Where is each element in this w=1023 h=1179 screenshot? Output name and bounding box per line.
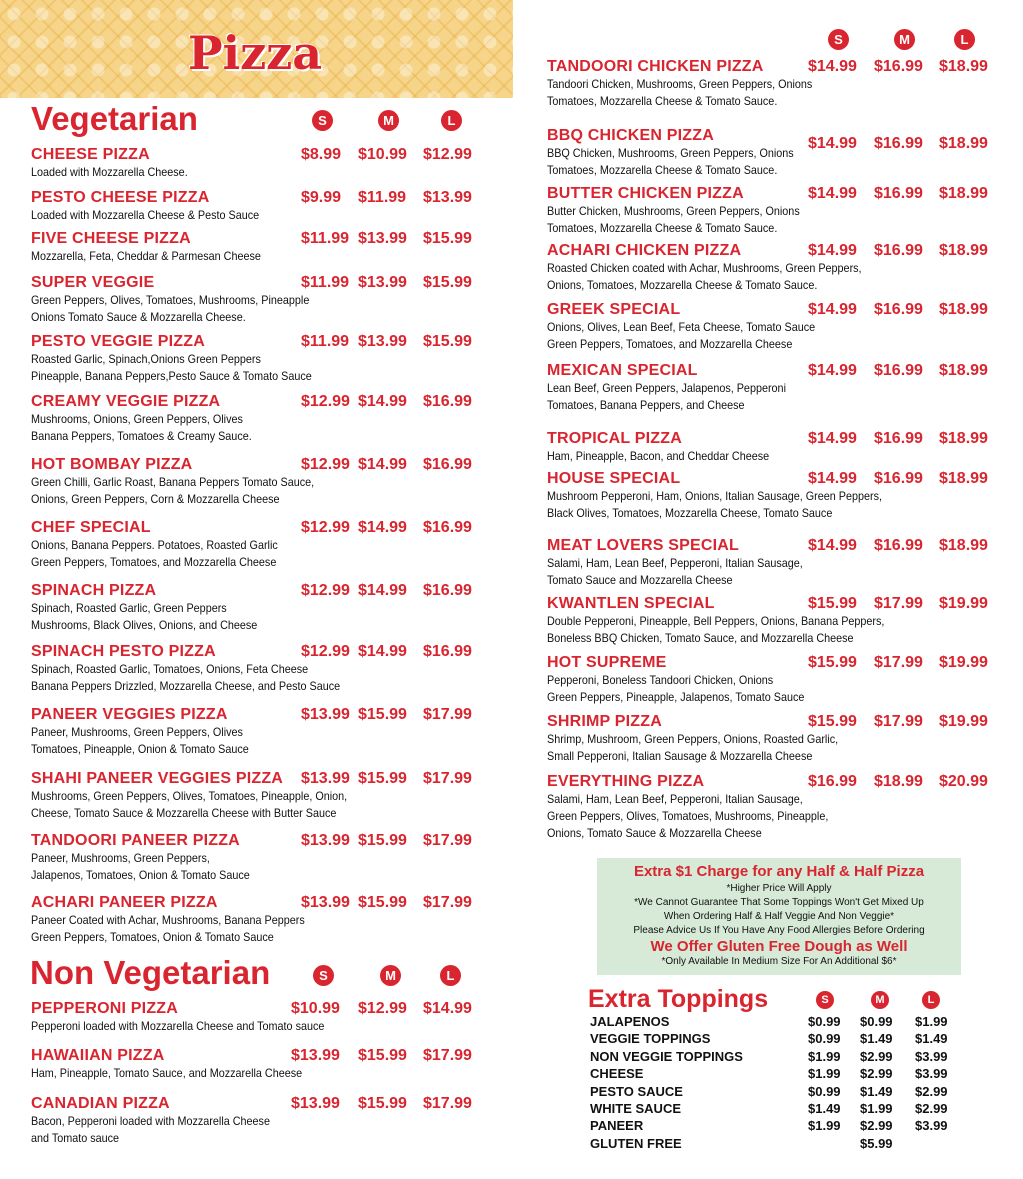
item-description: Salami, Ham, Lean Beef, Pepperoni, Italian Sausage, [547, 556, 803, 570]
price-l: $14.99 [423, 1000, 472, 1017]
price-m: $17.99 [874, 595, 923, 612]
price-m: $16.99 [874, 135, 923, 152]
item-description: Mushroom Pepperoni, Ham, Onions, Italian Sausage, Green Peppers, [547, 489, 882, 503]
price-l: $15.99 [423, 274, 472, 291]
gluten-free-note: *Only Available In Medium Size For An Additional $6* [661, 956, 897, 967]
size-badge-s: S [312, 110, 333, 131]
topping-price-l: $1.49 [915, 1031, 948, 1047]
size-badge-l: L [922, 991, 940, 1009]
topping-price-l: $3.99 [915, 1066, 948, 1082]
price-s: $12.99 [301, 393, 350, 410]
topping-price-m: $5.99 [860, 1135, 893, 1151]
item-description: Banana Peppers Drizzled, Mozzarella Cheese, and Pesto Sauce [31, 679, 341, 693]
price-s: $14.99 [808, 362, 857, 379]
topping-name: PESTO SAUCE [590, 1083, 683, 1099]
item-name: SHAHI PANEER VEGGIES PIZZA [31, 770, 284, 787]
price-m: $16.99 [874, 362, 923, 379]
size-badge-l: L [441, 110, 462, 131]
price-m: $16.99 [874, 301, 923, 318]
item-description: BBQ Chicken, Mushrooms, Green Peppers, Onions [547, 146, 794, 160]
item-name: HOUSE SPECIAL [547, 470, 681, 487]
price-l: $18.99 [939, 537, 988, 554]
item-description: Small Pepperoni, Italian Sausage & Mozzarella Cheese [547, 749, 813, 763]
price-l: $15.99 [423, 230, 472, 247]
size-badge-m: M [380, 965, 401, 986]
item-description: Roasted Chicken coated with Achar, Mushrooms, Green Peppers, [547, 261, 862, 275]
price-s: $13.99 [301, 706, 350, 723]
notice-line: When Ordering Half & Half Veggie And Non Veggie* [663, 911, 895, 922]
item-description: Shrimp, Mushroom, Green Peppers, Onions, Roasted Garlic, [547, 732, 839, 746]
item-description: Green Chilli, Garlic Roast, Banana Peppers Tomato Sauce, [31, 475, 315, 489]
item-name: SPINACH PIZZA [31, 582, 157, 599]
item-description: Tomatoes, Mozzarella Cheese & Tomato Sauce. [547, 94, 778, 108]
price-l: $16.99 [423, 643, 472, 660]
topping-price-m: $2.99 [860, 1048, 893, 1064]
price-l: $16.99 [423, 393, 472, 410]
price-l: $17.99 [423, 706, 472, 723]
item-description: Pepperoni loaded with Mozzarella Cheese and Tomato sauce [31, 1019, 325, 1033]
price-s: $14.99 [808, 470, 857, 487]
price-s: $11.99 [301, 274, 350, 291]
item-name: EVERYTHING PIZZA [547, 773, 705, 790]
topping-price-l: $2.99 [915, 1083, 948, 1099]
item-description: Green Peppers, Olives, Tomatoes, Mushrooms, Pineapple [31, 293, 310, 307]
item-name: CHEESE PIZZA [31, 146, 150, 163]
price-s: $12.99 [301, 456, 350, 473]
item-name: PANEER VEGGIES PIZZA [31, 706, 228, 723]
price-s: $14.99 [808, 185, 857, 202]
item-description: Mushrooms, Black Olives, Onions, and Cheese [31, 618, 258, 632]
price-s: $11.99 [301, 230, 350, 247]
item-description: Paneer, Mushrooms, Green Peppers, Olives [31, 725, 243, 739]
item-description: and Tomato sauce [31, 1131, 120, 1145]
price-l: $18.99 [939, 430, 988, 447]
item-description: Salami, Ham, Lean Beef, Pepperoni, Italian Sausage, [547, 792, 803, 806]
topping-price-m: $1.49 [860, 1031, 893, 1047]
item-description: Tomato Sauce and Mozzarella Cheese [547, 573, 733, 587]
item-name: CREAMY VEGGIE PIZZA [31, 393, 221, 410]
item-description: Tomatoes, Mozzarella Cheese & Tomato Sauce. [547, 163, 778, 177]
price-l: $16.99 [423, 582, 472, 599]
price-m: $16.99 [874, 537, 923, 554]
price-l: $18.99 [939, 362, 988, 379]
price-m: $11.99 [358, 189, 407, 206]
page-title: Pizza [188, 26, 323, 80]
item-description: Ham, Pineapple, Tomato Sauce, and Mozzarella Cheese [31, 1066, 303, 1080]
price-m: $17.99 [874, 654, 923, 671]
price-s: $8.99 [301, 146, 342, 163]
price-m: $15.99 [358, 832, 407, 849]
item-description: Mushrooms, Green Peppers, Olives, Tomatoes, Pineapple, Onion, [31, 789, 348, 803]
item-description: Onions, Green Peppers, Corn & Mozzarella Cheese [31, 492, 280, 506]
price-m: $16.99 [874, 58, 923, 75]
item-description: Tomatoes, Pineapple, Onion & Tomato Sauce [31, 742, 249, 756]
topping-price-s: $1.99 [808, 1066, 841, 1082]
topping-price-m: $1.49 [860, 1083, 893, 1099]
item-name: BBQ CHICKEN PIZZA [547, 127, 714, 144]
topping-price-s: $1.99 [808, 1118, 841, 1134]
item-name: HOT BOMBAY PIZZA [31, 456, 193, 473]
item-name: HAWAIIAN PIZZA [31, 1047, 165, 1064]
price-l: $18.99 [939, 242, 988, 259]
notice-line: *We Cannot Guarantee That Some Toppings Won't Get Mixed Up [634, 897, 924, 908]
price-s: $14.99 [808, 301, 857, 318]
price-m: $15.99 [358, 894, 407, 911]
item-name: SPINACH PESTO PIZZA [31, 643, 216, 660]
price-l: $17.99 [423, 770, 472, 787]
item-description: Paneer, Mushrooms, Green Peppers, [31, 851, 210, 865]
size-badge-s: S [816, 991, 834, 1009]
item-name: TROPICAL PIZZA [547, 430, 682, 447]
item-name: ACHARI PANEER PIZZA [31, 894, 218, 911]
item-description: Tomatoes, Mozzarella Cheese & Tomato Sauce. [547, 221, 778, 235]
price-m: $10.99 [358, 146, 407, 163]
half-half-notice [597, 858, 961, 975]
price-m: $14.99 [358, 582, 407, 599]
size-badge-l: L [440, 965, 461, 986]
topping-price-l: $2.99 [915, 1101, 948, 1116]
notice-headline: Extra $1 Charge for any Half & Half Pizza [633, 863, 925, 880]
price-m: $14.99 [358, 456, 407, 473]
item-description: Green Peppers, Pineapple, Jalapenos, Tomato Sauce [547, 690, 805, 704]
price-l: $18.99 [939, 58, 988, 75]
price-l: $17.99 [423, 832, 472, 849]
item-description: Spinach, Roasted Garlic, Tomatoes, Onions, Feta Cheese [31, 662, 309, 676]
item-description: Loaded with Mozzarella Cheese. [31, 165, 188, 179]
notice-line: *Higher Price Will Apply [726, 883, 832, 894]
item-description: Onions, Tomatoes, Mozzarella Cheese & Tomato Sauce. [547, 278, 818, 292]
price-s: $10.99 [291, 1000, 340, 1017]
price-l: $13.99 [423, 189, 472, 206]
topping-price-l: $3.99 [915, 1048, 948, 1064]
extra-toppings-heading: Extra Toppings [588, 985, 769, 1013]
price-m: $15.99 [358, 1047, 407, 1064]
price-m: $13.99 [358, 230, 407, 247]
item-description: Green Peppers, Olives, Tomatoes, Mushrooms, Pineapple, [547, 809, 829, 823]
topping-price-m: $2.99 [860, 1118, 893, 1134]
item-description: Boneless BBQ Chicken, Tomato Sauce, and Mozzarella Cheese [547, 631, 854, 645]
item-name: TANDOORI PANEER PIZZA [31, 832, 240, 849]
price-s: $13.99 [301, 894, 350, 911]
item-description: Green Peppers, Tomatoes, and Mozzarella Cheese [31, 555, 277, 569]
item-name: GREEK SPECIAL [547, 301, 681, 318]
topping-price-s: $1.99 [808, 1048, 841, 1064]
price-s: $15.99 [808, 713, 857, 730]
item-description: Jalapenos, Tomatoes, Onion & Tomato Sauce [31, 868, 250, 882]
item-name: HOT SUPREME [547, 654, 667, 671]
price-l: $18.99 [939, 135, 988, 152]
size-badge-l: L [954, 29, 975, 50]
topping-name: NON VEGGIE TOPPINGS [590, 1048, 743, 1064]
price-m: $17.99 [874, 713, 923, 730]
price-l: $19.99 [939, 654, 988, 671]
item-description: Mozzarella, Feta, Cheddar & Parmesan Cheese [31, 249, 261, 263]
price-s: $14.99 [808, 537, 857, 554]
item-description: Roasted Garlic, Spinach,Onions Green Peppers [31, 352, 261, 366]
item-name: PEPPERONI PIZZA [31, 1000, 179, 1017]
non-vegetarian-heading: Non Vegetarian [30, 954, 271, 991]
item-name: KWANTLEN SPECIAL [547, 595, 715, 612]
item-name: SHRIMP PIZZA [547, 713, 663, 730]
item-description: Tandoori Chicken, Mushrooms, Green Peppers, Onions [547, 77, 813, 91]
item-name: SUPER VEGGIE [31, 274, 155, 291]
price-s: $14.99 [808, 135, 857, 152]
price-m: $16.99 [874, 242, 923, 259]
topping-name: WHITE SAUCE [590, 1101, 681, 1116]
item-name: MEAT LOVERS SPECIAL [547, 537, 739, 554]
item-description: Black Olives, Tomatoes, Mozzarella Cheese, Tomato Sauce [547, 506, 833, 520]
topping-name: CHEESE [590, 1066, 644, 1082]
price-s: $13.99 [291, 1047, 340, 1064]
item-description: Ham, Pineapple, Bacon, and Cheddar Cheese [547, 449, 770, 463]
item-description: Loaded with Mozzarella Cheese & Pesto Sauce [31, 208, 260, 222]
item-description: Mushrooms, Onions, Green Peppers, Olives [31, 412, 243, 426]
price-l: $19.99 [939, 713, 988, 730]
price-s: $14.99 [808, 242, 857, 259]
item-name: PESTO CHEESE PIZZA [31, 189, 210, 206]
item-description: Double Pepperoni, Pineapple, Bell Peppers, Onions, Banana Peppers, [547, 614, 885, 628]
item-description: Lean Beef, Green Peppers, Jalapenos, Pepperoni [547, 381, 786, 395]
vegetarian-heading: Vegetarian [31, 100, 198, 137]
price-s: $11.99 [301, 333, 350, 350]
price-s: $15.99 [808, 654, 857, 671]
price-m: $13.99 [358, 333, 407, 350]
item-description: Spinach, Roasted Garlic, Green Peppers [31, 601, 227, 615]
topping-price-s: $0.99 [808, 1083, 841, 1099]
topping-price-l: $1.99 [915, 1014, 948, 1029]
price-l: $16.99 [423, 456, 472, 473]
price-m: $12.99 [358, 1000, 407, 1017]
topping-price-s: $1.49 [808, 1101, 841, 1116]
topping-price-m: $0.99 [860, 1014, 893, 1029]
price-s: $12.99 [301, 519, 350, 536]
price-m: $14.99 [358, 643, 407, 660]
size-badge-m: M [378, 110, 399, 131]
notice-line: Please Advice Us If You Have Any Food Allergies Before Ordering [633, 925, 925, 936]
item-description: Onions, Banana Peppers. Potatoes, Roasted Garlic [31, 538, 278, 552]
item-description: Onions, Olives, Lean Beef, Feta Cheese, Tomato Sauce [547, 320, 816, 334]
size-badge-m: M [894, 29, 915, 50]
item-description: Banana Peppers, Tomatoes & Creamy Sauce. [31, 429, 252, 443]
price-s: $13.99 [291, 1095, 340, 1112]
item-name: BUTTER CHICKEN PIZZA [547, 185, 744, 202]
item-description: Paneer Coated with Achar, Mushrooms, Banana Peppers [31, 913, 305, 927]
item-description: Butter Chicken, Mushrooms, Green Peppers, Onions [547, 204, 800, 218]
price-l: $17.99 [423, 1047, 472, 1064]
item-description: Pineapple, Banana Peppers,Pesto Sauce & Tomato Sauce [31, 369, 312, 383]
topping-price-s: $0.99 [808, 1031, 841, 1047]
price-s: $12.99 [301, 582, 350, 599]
price-s: $13.99 [301, 832, 350, 849]
price-l: $16.99 [423, 519, 472, 536]
price-s: $9.99 [301, 189, 342, 206]
item-name: PESTO VEGGIE PIZZA [31, 333, 206, 350]
gluten-free-headline: We Offer Gluten Free Dough as Well [650, 938, 908, 955]
price-m: $15.99 [358, 1095, 407, 1112]
price-m: $13.99 [358, 274, 407, 291]
item-name: CANADIAN PIZZA [31, 1095, 170, 1112]
item-name: MEXICAN SPECIAL [547, 362, 698, 379]
price-l: $18.99 [939, 301, 988, 318]
item-name: TANDOORI CHICKEN PIZZA [547, 58, 764, 75]
price-s: $12.99 [301, 643, 350, 660]
price-l: $18.99 [939, 470, 988, 487]
item-name: CHEF SPECIAL [31, 519, 151, 536]
price-l: $17.99 [423, 894, 472, 911]
price-m: $15.99 [358, 706, 407, 723]
price-l: $18.99 [939, 185, 988, 202]
price-m: $15.99 [358, 770, 407, 787]
price-m: $14.99 [358, 519, 407, 536]
price-l: $17.99 [423, 1095, 472, 1112]
item-description: Bacon, Pepperoni loaded with Mozzarella Cheese [31, 1114, 270, 1128]
price-s: $16.99 [808, 773, 857, 790]
price-l: $20.99 [939, 773, 988, 790]
topping-name: VEGGIE TOPPINGS [590, 1031, 711, 1047]
topping-price-l: $3.99 [915, 1118, 948, 1134]
item-name: FIVE CHEESE PIZZA [31, 230, 191, 247]
item-description: Pepperoni, Boneless Tandoori Chicken, Onions [547, 673, 774, 687]
price-s: $14.99 [808, 58, 857, 75]
topping-name: JALAPENOS [590, 1014, 670, 1029]
price-m: $16.99 [874, 430, 923, 447]
price-l: $15.99 [423, 333, 472, 350]
price-l: $19.99 [939, 595, 988, 612]
size-badge-s: S [828, 29, 849, 50]
price-m: $18.99 [874, 773, 923, 790]
topping-price-m: $2.99 [860, 1066, 893, 1082]
item-description: Cheese, Tomato Sauce & Mozzarella Cheese with Butter Sauce [31, 806, 337, 820]
item-description: Green Peppers, Tomatoes, and Mozzarella Cheese [547, 337, 793, 351]
topping-price-m: $1.99 [860, 1101, 893, 1116]
price-m: $16.99 [874, 470, 923, 487]
price-s: $13.99 [301, 770, 350, 787]
price-s: $14.99 [808, 430, 857, 447]
item-description: Onions, Tomato Sauce & Mozzarella Cheese [547, 826, 762, 840]
price-m: $14.99 [358, 393, 407, 410]
item-description: Onions Tomato Sauce & Mozzarella Cheese. [31, 310, 246, 324]
item-description: Green Peppers, Tomatoes, Onion & Tomato Sauce [31, 930, 274, 944]
size-badge-m: M [871, 991, 889, 1009]
topping-name: GLUTEN FREE [590, 1135, 682, 1151]
topping-name: PANEER [590, 1118, 644, 1134]
price-m: $16.99 [874, 185, 923, 202]
item-description: Tomatoes, Banana Peppers, and Cheese [547, 398, 745, 412]
item-name: ACHARI CHICKEN PIZZA [547, 242, 742, 259]
price-l: $12.99 [423, 146, 472, 163]
size-badge-s: S [313, 965, 334, 986]
price-s: $15.99 [808, 595, 857, 612]
topping-price-s: $0.99 [808, 1014, 841, 1029]
